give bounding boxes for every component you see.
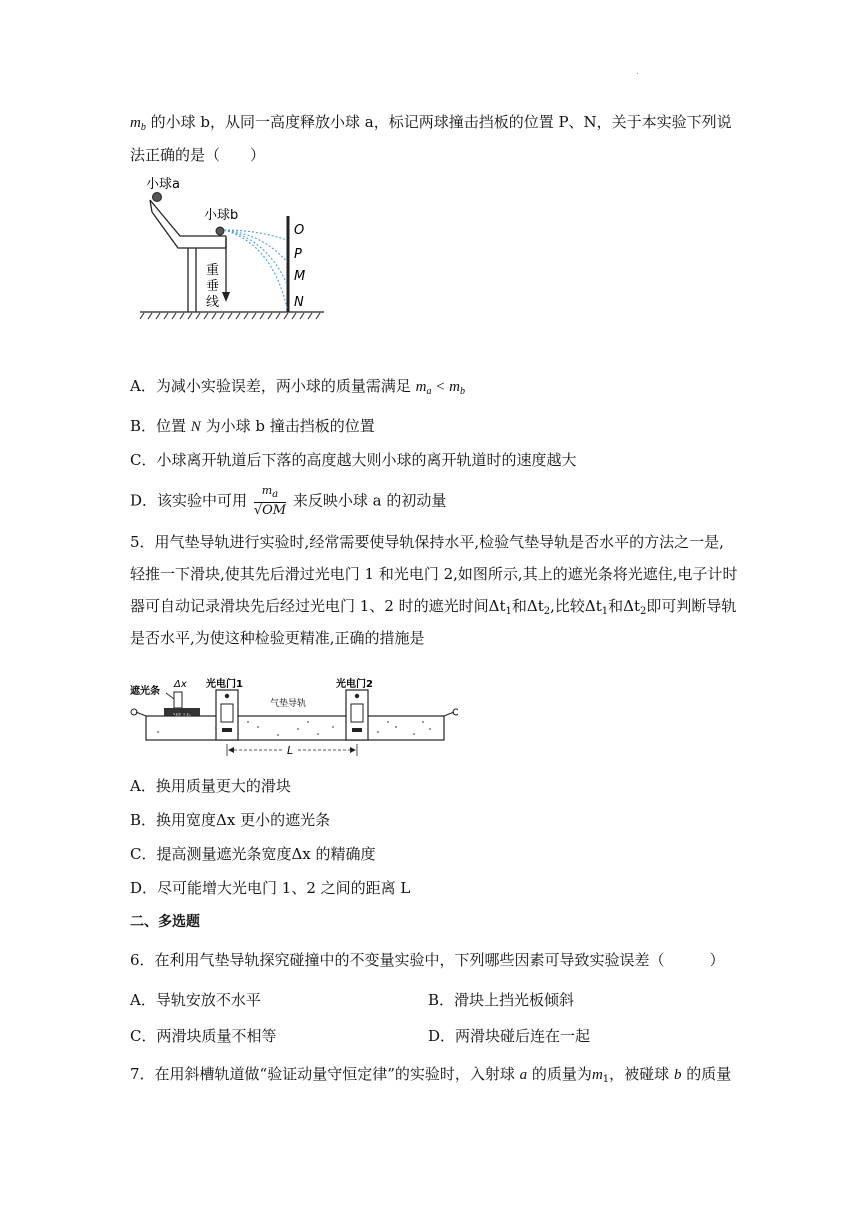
q5-figure xyxy=(128,672,458,762)
point-O: O xyxy=(294,223,305,238)
q5-line4: 是否水平,为使这种检验更精准,正确的措施是 xyxy=(130,629,425,647)
label-dx: Δx xyxy=(174,679,187,690)
q5-line1: 5．用气垫导轨进行实验时,经常需要使导轨保持水平,检验气垫导轨是否水平的方法之一是, xyxy=(130,533,724,551)
var-sub: b xyxy=(140,122,146,133)
q6-stem: 6．在利用气垫导轨探究碰撞中的不变量实验中，下列哪些因素可导致实验误差（ ） xyxy=(130,951,725,969)
ball-a xyxy=(153,193,162,202)
q6-option-d: D．两滑块碰后连在一起 xyxy=(428,1027,591,1045)
label-ball-b: 小球b xyxy=(204,208,239,223)
label-shade-strip: 遮光条 xyxy=(130,686,160,697)
q6-option-a: A．导轨安放不水平 xyxy=(130,991,261,1009)
page-mark: . xyxy=(636,66,640,77)
point-M: M xyxy=(294,269,306,284)
section-title: 二、多选题 xyxy=(130,914,200,930)
q5-option-c: C．提高测量遮光条宽度Δx 的精确度 xyxy=(130,845,376,863)
q6-option-c: C．两滑块质量不相等 xyxy=(130,1027,277,1045)
label-gate2: 光电门2 xyxy=(336,679,373,690)
q7-stem: 7．在用斜槽轨道做“验证动量守恒定律”的实验时，入射球 a 的质量为$m_1$，被碰球 b 的质量 xyxy=(130,1065,732,1085)
fraction: $\frac{m_a}{√OM}$ xyxy=(253,484,287,518)
label-L: L xyxy=(287,744,294,757)
q5-option-d: D．尽可能增大光电门 1、2 之间的距离 L xyxy=(130,879,411,897)
plumb-char-2: 垂 xyxy=(206,279,220,294)
point-P: P xyxy=(294,247,302,262)
label-gate1: 光电门1 xyxy=(206,679,243,690)
q5-option-a: A．换用质量更大的滑块 xyxy=(130,777,291,795)
q5-line3: 器可自动记录滑块先后经过光电门 1、2 时的遮光时间$\Delta t_1$和$\Delta t_2$,比较$\Delta t_1$和$\Delta t_2$即可判断导轨 xyxy=(130,597,737,617)
plumb-char-3: 线 xyxy=(206,295,220,310)
q4-intro-line1 xyxy=(130,112,732,138)
q4-intro-text: 的小球 b，从同一高度释放小球 a，标记两球撞击挡板的位置 P、N，关于本实验下列说 xyxy=(145,113,732,131)
var-m: m xyxy=(130,115,141,131)
q4-option-d: D．该实验中可用 $\frac{m_a}{√OM}$ 来反映小球 a 的初动量 xyxy=(130,484,447,518)
q6-option-b: B．滑块上挡光板倾斜 xyxy=(428,991,575,1009)
q4-option-c: C．小球离开轨道后下落的高度越大则小球的离开轨道时的速度越大 xyxy=(130,451,577,469)
ball-b xyxy=(216,227,224,235)
q4-option-b: B．位置 N 为小球 b 撞击挡板的位置 xyxy=(130,417,375,435)
air-track xyxy=(146,716,444,740)
q5-line2: 轻推一下滑块,使其先后滑过光电门 1 和光电门 2,如图所示,其上的遮光条将光遮住,电子计时 xyxy=(130,565,738,583)
q4-option-a: A．为减小实验误差，两小球的质量需满足 $m_a < m_b$ xyxy=(130,377,465,397)
label-ball-a: 小球a xyxy=(146,177,180,192)
q4-figure xyxy=(138,172,328,324)
q4-intro-line2: 法正确的是（ ） xyxy=(130,146,266,164)
q5-option-b: B．换用宽度Δx 更小的遮光条 xyxy=(130,811,331,829)
point-N: N xyxy=(294,295,304,310)
plumb-char-1: 重 xyxy=(206,263,220,278)
label-rail: 气垫导轨 xyxy=(270,699,307,709)
